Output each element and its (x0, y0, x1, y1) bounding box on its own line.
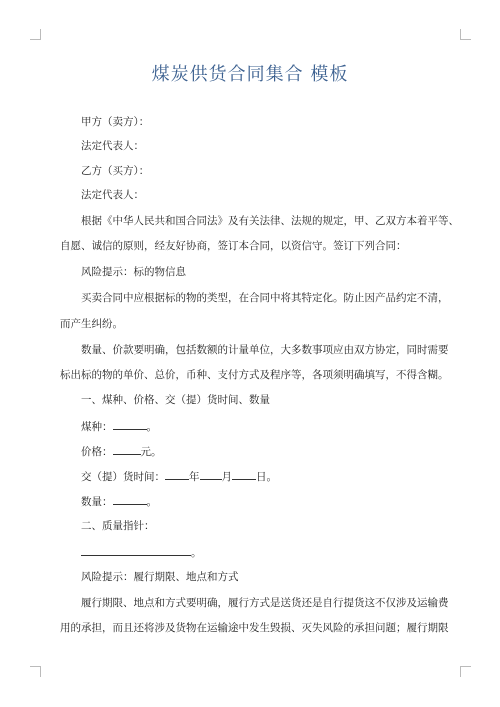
price-blank (113, 443, 141, 455)
month-label: 月 (221, 471, 232, 483)
quality-blank (81, 544, 191, 556)
party-a-line: 甲方（卖方）： (81, 116, 150, 128)
risk-note-subject-title: 风险提示：标的物信息 (81, 266, 186, 278)
risk-note-subject-line-4: 标出标的物的单价、总价，币种、支付方式及程序等，各项须明确填写，不得含糊。 (60, 369, 449, 381)
section-1-heading: 一、煤种、价格、交（提）货时间、数量 (81, 394, 270, 406)
coal-type-line (81, 418, 444, 434)
crop-mark-top-right (460, 29, 471, 40)
price-label: 价格： (81, 446, 113, 458)
risk-note-subject-line-2: 而产生纠纷。 (60, 318, 123, 330)
quantity-line (81, 493, 444, 509)
year-label: 年 (189, 471, 200, 483)
crop-mark-bottom-left (30, 666, 41, 677)
price-unit: 元。 (140, 446, 162, 458)
intro-paragraph-line-2: 自愿、诚信的原则，经友好协商，签订本合同，以资信守。签订下列合同： (60, 240, 407, 252)
delivery-time-line (81, 468, 444, 484)
risk-note-subject-line-3: 数量、价款要明确，包括数额的计量单位，大多数事项应由双方协定，同时需要 (81, 344, 449, 356)
document-title: 煤炭供货合同集合 模板 (151, 64, 349, 85)
coal-type-end: 。 (146, 421, 157, 433)
quantity-blank (113, 493, 147, 505)
risk-note-subject-line-1: 买卖合同中应根据标的物的类型，在合同中将其特定化。防止因产品约定不清， (81, 292, 449, 304)
risk-note-performance-title: 风险提示：履行期限、地点和方式 (81, 571, 239, 583)
crop-mark-top-left (30, 29, 41, 40)
intro-paragraph-line-1: 根据《中华人民共和国合同法》及有关法律、法规的规定，甲、乙双方本着平等、 (81, 215, 459, 227)
quantity-end: 。 (146, 496, 157, 508)
party-b-rep-line: 法定代表人： (81, 189, 144, 201)
section-2-heading: 二、质量指针： (81, 520, 155, 532)
day-label: 日。 (256, 471, 277, 483)
party-a-rep-line: 法定代表人： (81, 140, 144, 152)
coal-type-blank (113, 418, 147, 430)
coal-type-label: 煤种： (81, 421, 113, 433)
party-b-line: 乙方（买方）： (81, 165, 150, 177)
delivery-label: 交（提）货时间： (81, 471, 165, 483)
quantity-label: 数量： (81, 496, 113, 508)
quality-blank-line (81, 544, 444, 560)
day-blank (232, 468, 256, 480)
quality-end: 。 (191, 547, 202, 559)
crop-mark-bottom-right (460, 666, 471, 677)
risk-note-performance-line-1: 履行期限、地点和方式要明确，履行方式是送货还是自行提货这不仅涉及运输费 (81, 597, 449, 609)
month-blank (200, 468, 222, 480)
year-blank (165, 468, 189, 480)
price-line (81, 443, 444, 459)
risk-note-performance-line-2: 用的承担，而且还将涉及货物在运输途中发生毁损、灭失风险的承担问题；履行期限 (60, 622, 449, 634)
